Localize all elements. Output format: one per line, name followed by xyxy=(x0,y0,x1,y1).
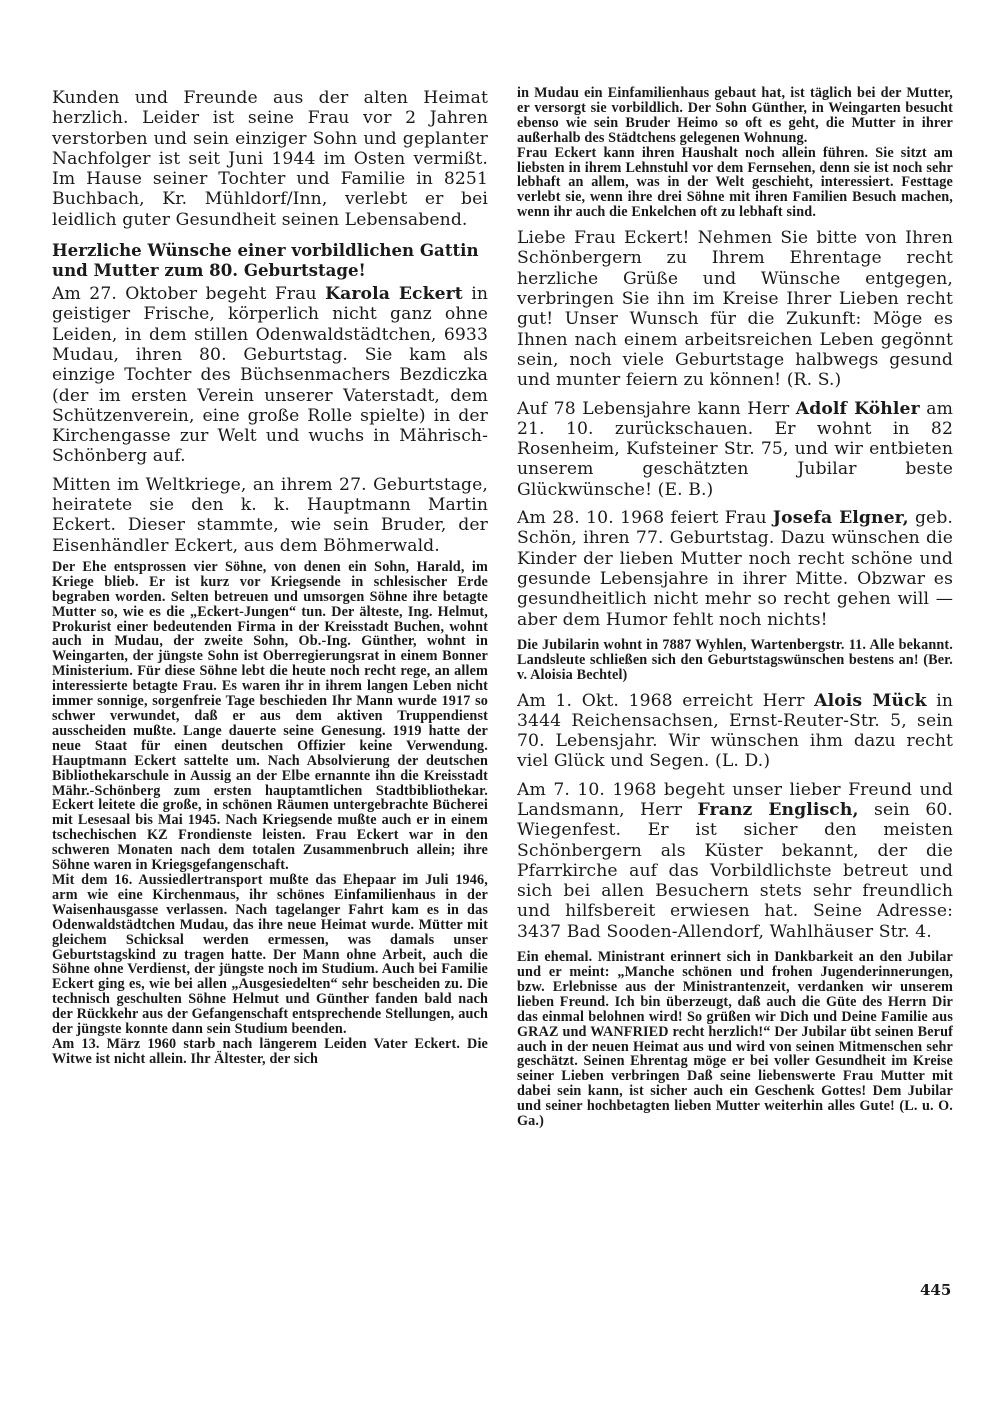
paragraph-ministrant: Ein ehemal. Ministrant erinnert sich in Dankbarkeit an den Jubilar und er meint: „Manche schönen und frohen Jugenderinnerungen, bzw. Erlebnisse aus der Ministrantenzeit, verdanken wir unserem lieben Freund. Ich bin überzeugt, daß auch die Güte des Herrn Dir das einmal belohnen wird! So grüßen wir Dich und Deine Familie aus GRAZ und WANFRIED recht herzlich!“ Der Jubilar übt seinen Beruf auch in der neuen Heimat aus und wird von seinen Mitmenschen sehr geschätzt. Seinen Ehrentag möge er bei voller Gesundheit im Kreise seiner Lieben verbringen Daß seine liebenswerte Frau Mutter mit dabei sein kann, ist sicher auch ein Geschenk Gottes! Dem Jubilar und seiner hochbetagten lieben Mutter weiterhin alles Gute! (L. u. O. Ga.) xyxy=(517,949,953,1130)
paragraph-jubilarin-address: Die Jubilarin wohnt in 7887 Wyhlen, Wartenbergstr. 11. Alle bekannt. Landsleute schließen sich den Geburtstagswünschen bestens an! (Ber. v. Aloisia Bechtel) xyxy=(517,636,953,683)
section-heading: Herzliche Wünsche einer vorbildlichen Gattin und Mutter zum 80. Geburtstage! xyxy=(52,240,479,281)
paragraph-expulsion: Mit dem 16. Aussiedlertransport mußte das Ehepaar im Juli 1946, arm wie eine Kirchenmaus, ihr schönes Einfamilienhaus in der Waisenhausgasse verlassen. Nach tagelanger Fahrt kam es in das Odenwaldstädtchen Mudau, das ihre neue Heimat wurde. Mütter mit gleichem Schicksal werden ermessen, was damals unser Geburtstagskind zu tragen hatte. Der Mann ohne Arbeit, auch die Söhne ohne Verdienst, der jüngste noch im Studium. Auch bei Familie Eckert ging es, wie bei allen „Ausgesiedelten“ sehr bescheiden zu. Die technisch geschulten Söhne Helmut und Günther fanden bald nach der Rückkehr aus der Gefangenschaft entsprechende Stellungen, auch der jüngste konnte dann sein Studium beenden. xyxy=(52,871,488,1038)
name-adolf-koehler: Adolf Köhler xyxy=(795,398,920,419)
right-column xyxy=(517,86,953,1129)
paragraph-josefa-elgner: Am 28. 10. 1968 feiert Frau Josefa Elgner, geb. Schön, ihren 77. Geburtstag. Dazu wünschen die Kinder der lieben Mutter noch recht schöne und gesunde Lebensjahre in ihrer Mitte. Obzwar es gesundheitlich nicht mehr so recht gehen will — aber dem Humor fehlt noch nichts! xyxy=(517,508,953,630)
paragraph-household: Frau Eckert kann ihren Haushalt noch allein führen. Sie sitzt am liebsten in ihrem Lehnstuhl vor dem Fernsehen, denn sie ist noch sehr lebhaft an allem, was in der Welt geschieht, interessiert. Festtage verlebt sie, wenn ihre drei Söhne mit ihren Familien Besuch machen, wenn ihr auch die Enkelchen oft zu lebhaft sind. xyxy=(517,144,953,221)
paragraph-marriage: Mitten im Weltkriege, an ihrem 27. Geburtstage, heiratete sie den k. k. Hauptmann Martin Eckert. Dieser stammte, wie sein Bruder, der Eisenhändler Eckert, aus dem Böhmerwald. xyxy=(52,474,488,556)
name-karola-eckert: Karola Eckert xyxy=(325,284,463,305)
paragraph-widow: Am 13. März 1960 starb nach längerem Leiden Vater Eckert. Die Witwe ist nicht allein. Ihr Ältester, der sich xyxy=(52,1035,488,1067)
paragraph-eldest-son: in Mudau ein Einfamilienhaus gebaut hat, ist täglich bei der Mutter, er versorgt sie vorbildlich. Der Sohn Günther, in Weingarten besucht ebenso wie sein Bruder Heimo so oft es geht, die Mutter in ihrer außerhalb des Städtchens gelegenen Wohnung. xyxy=(517,85,953,146)
paragraph-greeting: Liebe Frau Eckert! Nehmen Sie bitte von Ihren Schönbergern zu Ihrem Ehrentage recht herzliche Grüße und Wünsche entgegen, verbringen Sie ihn im Kreise Ihrer Lieben recht gut! Unser Wunsch für die Zukunft: Möge es Ihnen nach einem arbeitsreichen Leben gegönnt sein, noch viele Geburtstage halbwegs gesund und munter feiern zu können! (R. S.) xyxy=(517,228,953,391)
paragraph-karola-eckert: Am 27. Oktober begeht Frau Karola Eckert in geistiger Frische, körperlich nicht ganz ohne Leiden, in dem stillen Odenwaldstädtchen, 6933 Mudau, ihren 80. Geburtstag. Sie kam als einzige Tochter des Büchsenmachers Bezdiczka (der im ersten Verein unserer Vaterstadt, dem Schützenverein, eine große Rolle spielte) in der Kirchengasse zur Welt und wuchs in Mährisch-Schönberg auf. xyxy=(52,284,488,467)
name-franz-englisch: Franz Englisch, xyxy=(697,800,859,820)
paragraph-alois-mueck: Am 1. Okt. 1968 erreicht Herr Alois Mück in 3444 Reichensachsen, Ernst-Reuter-Str. 5, sein 70. Lebensjahr. Wir wünschen ihm dazu recht viel Glück und Segen. (L. D.) xyxy=(517,690,953,772)
paragraph-franz-englisch: Am 7. 10. 1968 begeht unser lieber Freund und Landsmann, Herr Franz Englisch, sein 60. Wiegenfest. Er ist sicher den meisten Schönbergern als Küster bekannt, der die Pfarrkirche auf das Vorbildlichste betreut und sich bei allen Besuchern stets sehr freundlich und hilfsbereit erwiesen hat. Seine Adresse: 3437 Bad Sooden-Allendorf, Wahlhäuser Str. 4. xyxy=(517,779,953,942)
paragraph-adolf-koehler: Auf 78 Lebensjahre kann Herr Adolf Köhler am 21. 10. zurückschauen. Er wohnt in 82 Rosenheim, Kufsteiner Str. 75, und wir entbieten unserem geschätzten Jubilar beste Glückwünsche! (E. B.) xyxy=(517,398,953,500)
page-number: 445 xyxy=(920,1281,952,1299)
paragraph-sons: Der Ehe entsprossen vier Söhne, von denen ein Sohn, Harald, im Kriege blieb. Er ist kurz vor Kriegsende in schlesischer Erde begraben worden. Selten betreuen und umsorgen Söhne ihre betagte Mutter so, wie es die „Eckert-Jungen“ tun. Der älteste, Ing. Helmut, Prokurist einer bedeutenden Firma in der Kreisstadt Buchen, wohnt auch in Mudau, der zweite Sohn, Ob.-Ing. Günther, wohnt in Weingarten, der jüngste Sohn ist Oberregierungsrat in einem Bonner Ministerium. Für diese Söhne lebt die heute noch recht rege, an allem interessierte betagte Frau. Es waren ihr in ihrem langen Leben nicht immer sonnige, sorgenfreie Tage beschieden Ihr Mann wurde 1917 so schwer verwundet, daß er aus dem aktiven Truppendienst ausscheiden mußte. Lange dauerte seine Genesung. 1919 hatte der neue Staat für einen deutschen Offizier keine Verwendung. Hauptmann Eckert sattelte um. Nach Absolvierung der deutschen Bibliothekarschule in Aussig an der Elbe ernannte ihn die Kreisstadt Mähr.-Schönberg zum ersten hauptamtlichen Stadtbibliothekar. Eckert leitete die große, in schönen Räumen untergebrachte Bücherei mit Lesesaal bis Mai 1945. Nach Kriegsende mußte auch er in einem tschechischen KZ Frondienste leisten. Frau Eckert war in den schweren Monaten nach dem totalen Zusammenbruch allein; ihre Söhne waren in Kriegsgefangenschaft. xyxy=(52,558,488,874)
paragraph-intro: Kunden und Freunde aus der alten Heimat herzlich. Leider ist seine Frau vor 2 Jahren verstorben und sein einziger Sohn und geplanter Nachfolger ist seit Juni 1944 im Osten vermißt. Im Hause seiner Tochter und Familie in 8251 Buchbach, Kr. Mühldorf/Inn, verlebt er bei leidlich guter Gesundheit seinen Lebensabend. xyxy=(52,88,488,230)
left-column xyxy=(52,88,488,1067)
name-alois-mueck: Alois Mück xyxy=(814,690,927,711)
name-josefa-elgner: Josefa Elgner, xyxy=(772,508,909,529)
